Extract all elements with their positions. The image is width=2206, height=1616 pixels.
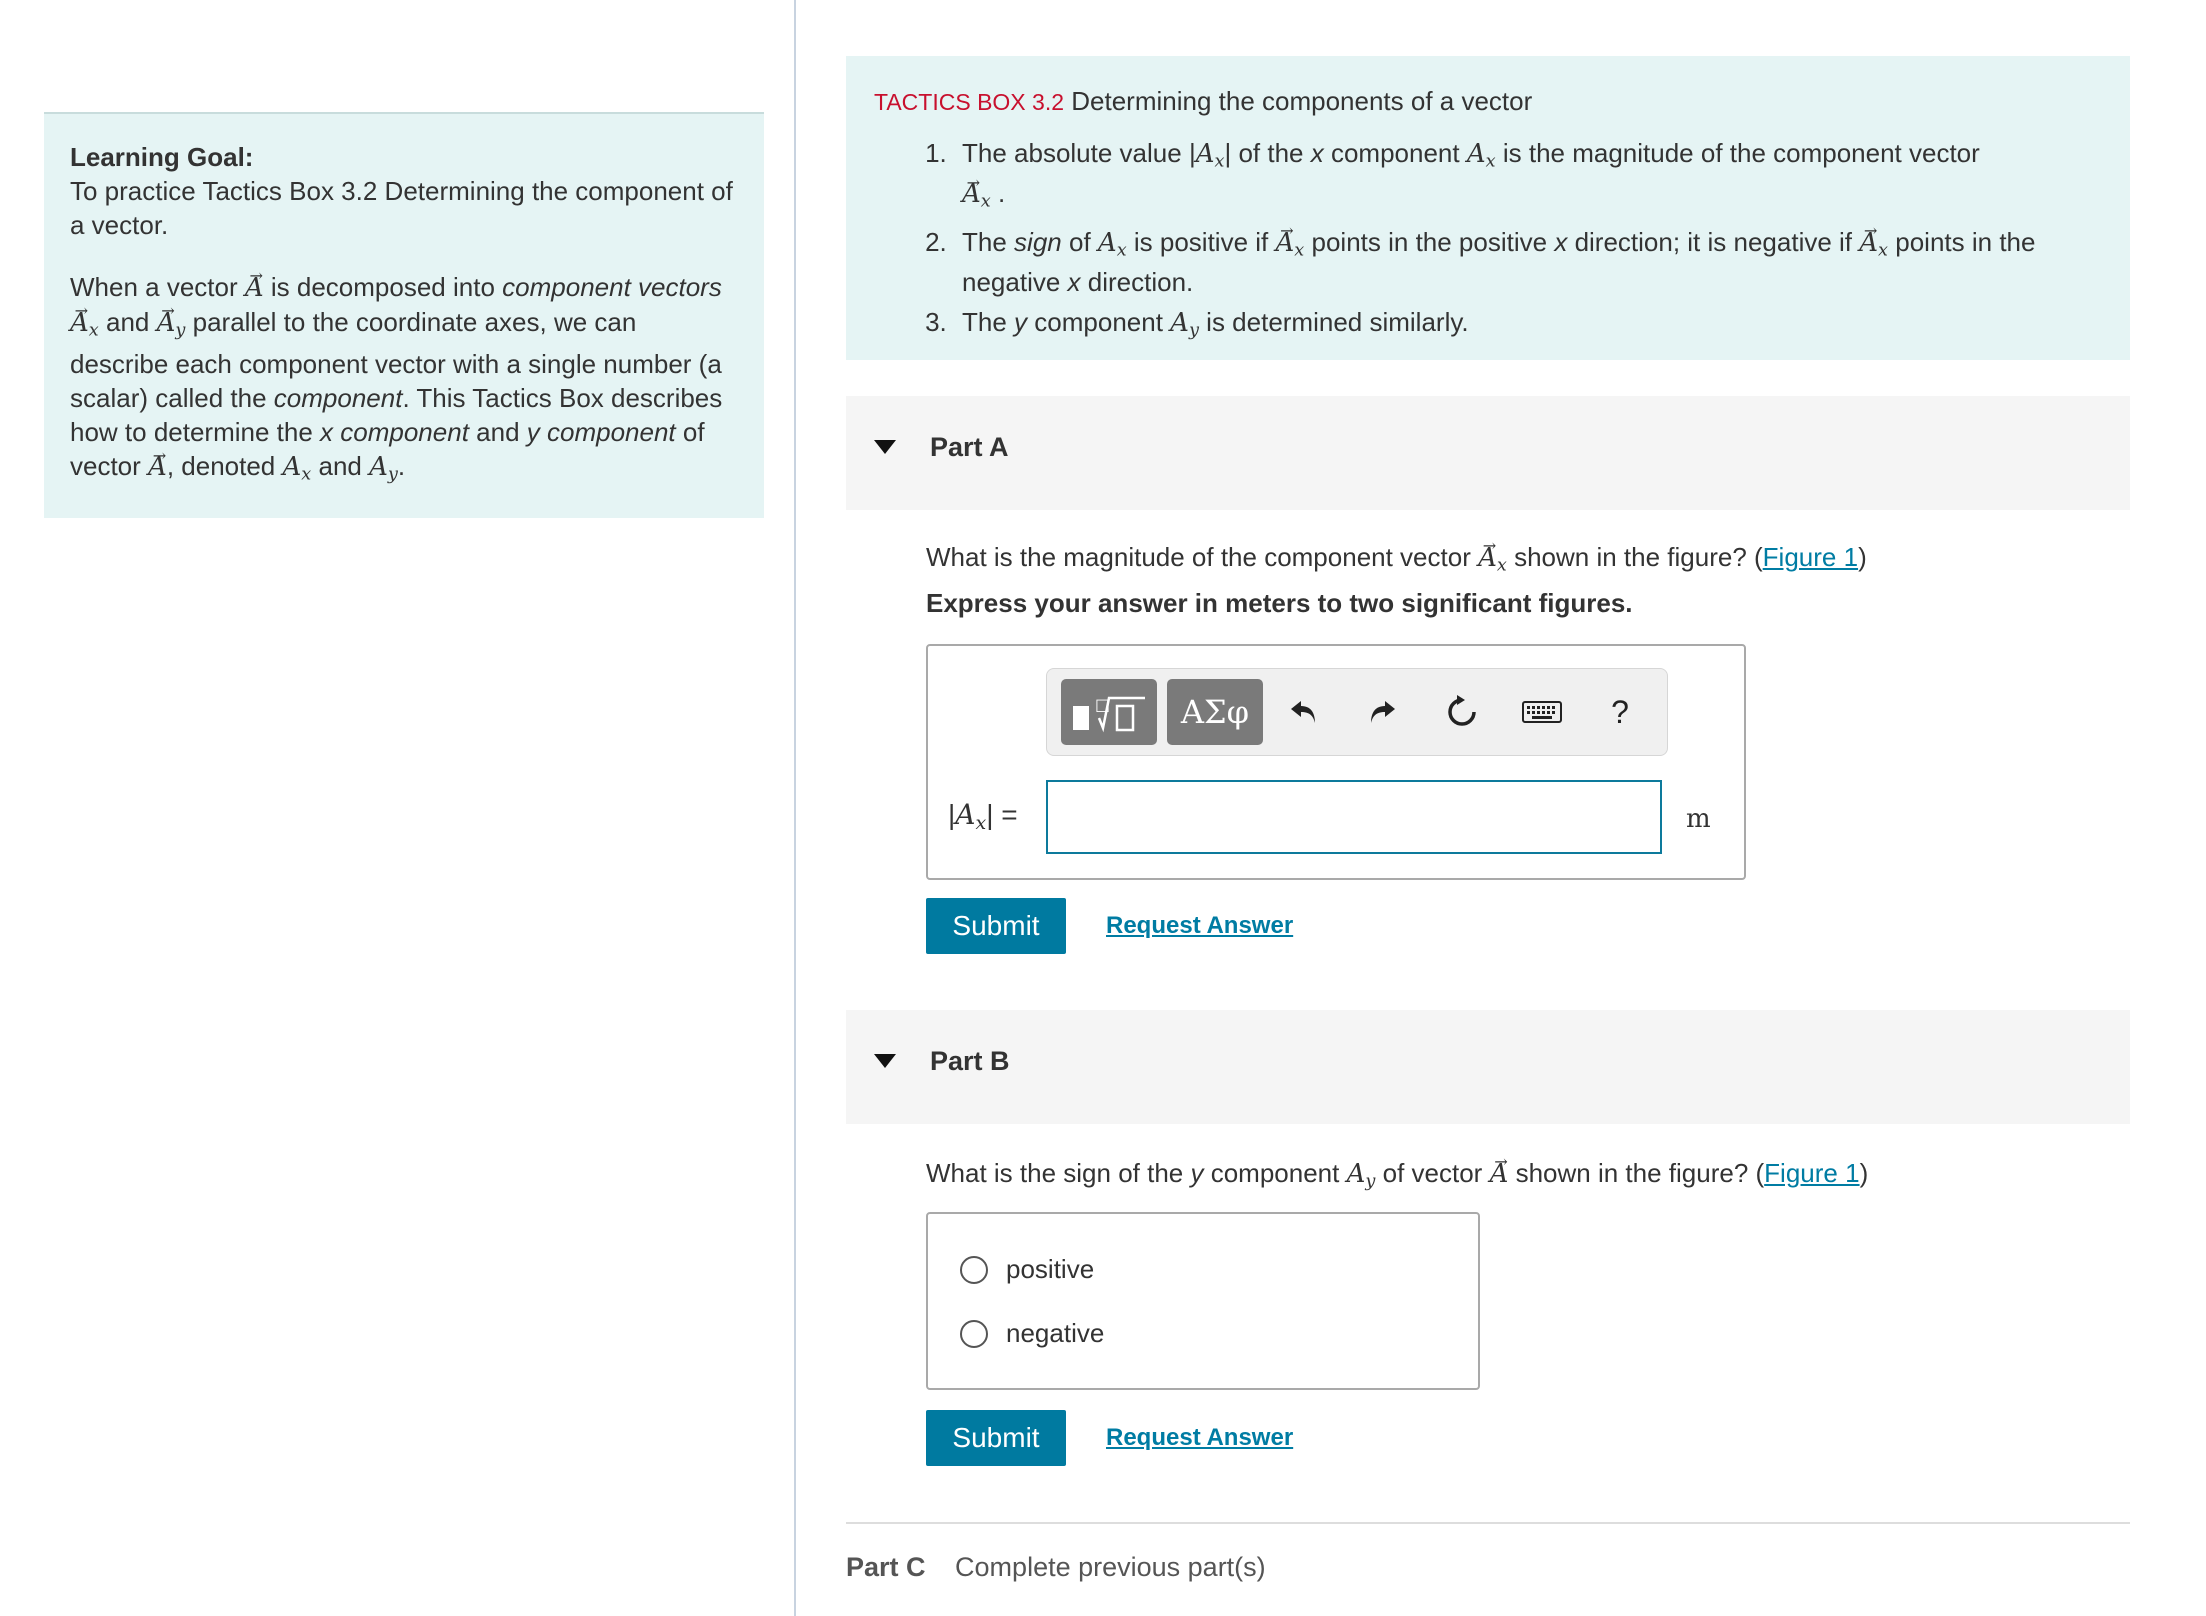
radio-button[interactable] bbox=[960, 1320, 988, 1348]
part-a-header[interactable] bbox=[846, 396, 2130, 510]
answer-unit: m bbox=[1686, 804, 1711, 834]
reset-icon[interactable] bbox=[1433, 683, 1491, 741]
part-b-header[interactable] bbox=[846, 1010, 2130, 1124]
templates-button[interactable] bbox=[1061, 679, 1157, 745]
keyboard-icon[interactable] bbox=[1513, 683, 1571, 741]
part-a-instruction: Express your answer in meters to two significant figures. bbox=[926, 588, 1633, 618]
math-toolbar bbox=[1046, 668, 1668, 756]
tactics-step-3: 3. The y component $A_y$ is determined similarly. bbox=[954, 306, 2102, 346]
undo-icon[interactable] bbox=[1275, 683, 1333, 741]
part-b-question: What is the sign of the y component $A_y$ of vector → A shown in the figure? (Figure 1) bbox=[926, 1156, 1868, 1198]
learning-goal-title: Learning Goal: bbox=[70, 142, 254, 172]
part-a-submit-button[interactable]: Submit bbox=[926, 898, 1066, 954]
collapse-triangle-icon[interactable] bbox=[874, 440, 896, 454]
learning-goal-body: When a vector → A is decomposed into component vectors → $A_x$ and → $A_y$ parallel to the coordinate axes, we can describe each component vector with a single number (a scalar) called the component. This Tactics Box describes how to determine the x component and y component of vector → A, denoted $A_x$ and $A_y$. bbox=[70, 270, 738, 492]
part-b-submit-button[interactable]: Submit bbox=[926, 1410, 1066, 1466]
part-c-label: Part C bbox=[846, 1552, 926, 1582]
tactics-box bbox=[846, 56, 2130, 360]
part-a-question: What is the magnitude of the component vector → $A_x$ shown in the figure? (Figure 1) bbox=[926, 540, 1867, 582]
figure-link[interactable]: Figure 1 bbox=[1762, 542, 1859, 572]
svg-text:□: □ bbox=[1095, 695, 1111, 714]
tactics-steps bbox=[874, 137, 2102, 347]
radio-button[interactable] bbox=[960, 1256, 988, 1284]
part-a-request-answer-link[interactable]: Request Answer bbox=[1106, 912, 1294, 939]
greek-symbols-button[interactable]: ΑΣφ bbox=[1167, 679, 1263, 745]
option-negative[interactable]: negative bbox=[960, 1318, 1104, 1349]
tactics-step-2: 2. The sign of $A_x$ is positive if → $A_x$ points in the positive x direction; it is negative if → $A_x$ points in the negative x direction. bbox=[954, 226, 2102, 298]
answer-input[interactable] bbox=[1046, 780, 1662, 854]
options-box bbox=[926, 1212, 1480, 1390]
tactics-step-1: 1. The absolute value $|A_x|$ of the x component $A_x$ is the magnitude of the component vector → $A_x$ . bbox=[954, 137, 2102, 218]
redo-icon[interactable] bbox=[1353, 683, 1411, 741]
help-button[interactable]: ? bbox=[1611, 693, 1629, 730]
templates-icon bbox=[1069, 688, 1149, 736]
answer-label: $|A_x|$ = bbox=[948, 798, 1018, 834]
collapse-triangle-icon[interactable] bbox=[874, 1054, 896, 1068]
figure-link[interactable]: Figure 1 bbox=[1764, 1158, 1860, 1188]
tactics-box-title: Determining the components of a vector bbox=[1071, 86, 1533, 116]
option-positive[interactable]: positive bbox=[960, 1254, 1094, 1285]
tactics-box-tag: TACTICS BOX 3.2 bbox=[874, 89, 1065, 115]
learning-goal-panel bbox=[44, 112, 764, 518]
part-b-request-answer-link[interactable]: Request Answer bbox=[1106, 1424, 1294, 1451]
part-a-label: Part A bbox=[930, 432, 1009, 462]
part-b-label: Part B bbox=[930, 1046, 1010, 1076]
part-c-row bbox=[846, 1552, 1266, 1583]
part-c-divider bbox=[846, 1522, 2130, 1524]
column-divider bbox=[794, 0, 796, 1616]
learning-goal-subtitle: To practice Tactics Box 3.2 Determining the component of a vector. bbox=[70, 176, 733, 240]
part-c-status: Complete previous part(s) bbox=[955, 1552, 1266, 1582]
tactics-box-heading bbox=[874, 84, 2102, 119]
answer-box bbox=[926, 644, 1746, 880]
